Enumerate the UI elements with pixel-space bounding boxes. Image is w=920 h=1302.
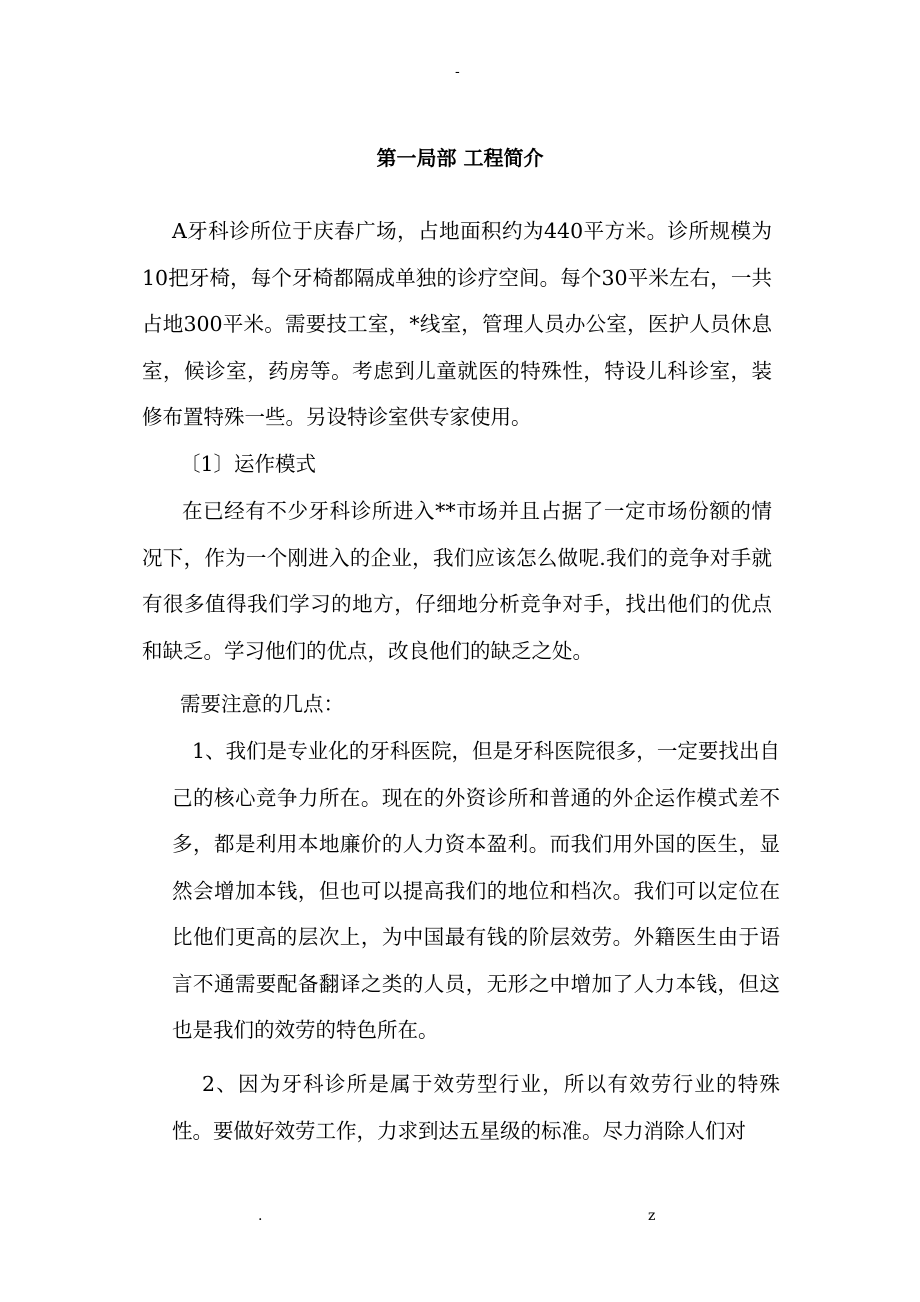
paragraph-intro: A牙科诊所位于庆春广场，占地面积约为440平方米。诊所规模为10把牙椅，每个牙椅都隔成单独的诊疗空间。每个30平米左右，一共占地300平米。需要技工室，*线室，管理人员办公室，医护人员休息室，候诊室，药房等。考虑到儿童就医的特殊性，特设儿科诊室，装修布置特殊一些。另设特诊室供专家使用。 (142, 219, 772, 429)
paragraph-point-2: 2、因为牙科诊所是属于效劳型行业，所以有效劳行业的特殊性。要做好效劳工作，力求到达五星级的标准。尽力消除人们对 (172, 1072, 780, 1143)
footer-left-mark: . (258, 1208, 263, 1224)
paragraph-competition: 在已经有不少牙科诊所进入**市场并且占据了一定市场份额的情况下，作为一个刚进入的企业，我们应该怎么做呢.我们的竞争对手就有很多值得我们学习的地方，仔细地分析竞争对手，找出他们的优点和缺乏。学习他们的优点，改良他们的缺乏之处。 (142, 499, 772, 663)
footer-right-mark: z (648, 1208, 656, 1224)
paragraph-point-1: 1、我们是专业化的牙科医院，但是牙科医院很多，一定要找出自己的核心竞争力所在。现在的外资诊所和普通的外企运作模式差不多，都是利用本地廉价的人力资本盈利。而我们用外国的医生，显然会增加本钱，但也可以提高我们的地位和档次。我们可以定位在比他们更高的层次上，为中国最有钱的阶层效劳。外籍医生由于语言不通需要配备翻译之类的人员，无形之中增加了人力本钱，但这也是我们的效劳的特色所在。 (172, 739, 780, 1042)
paragraph-notes-heading: 需要注意的几点： (180, 692, 344, 716)
page-title: 第一局部 工程简介 (376, 146, 544, 170)
header-mark: - (455, 64, 460, 80)
paragraph-section-heading: 〔1〕运作模式 (180, 452, 317, 476)
